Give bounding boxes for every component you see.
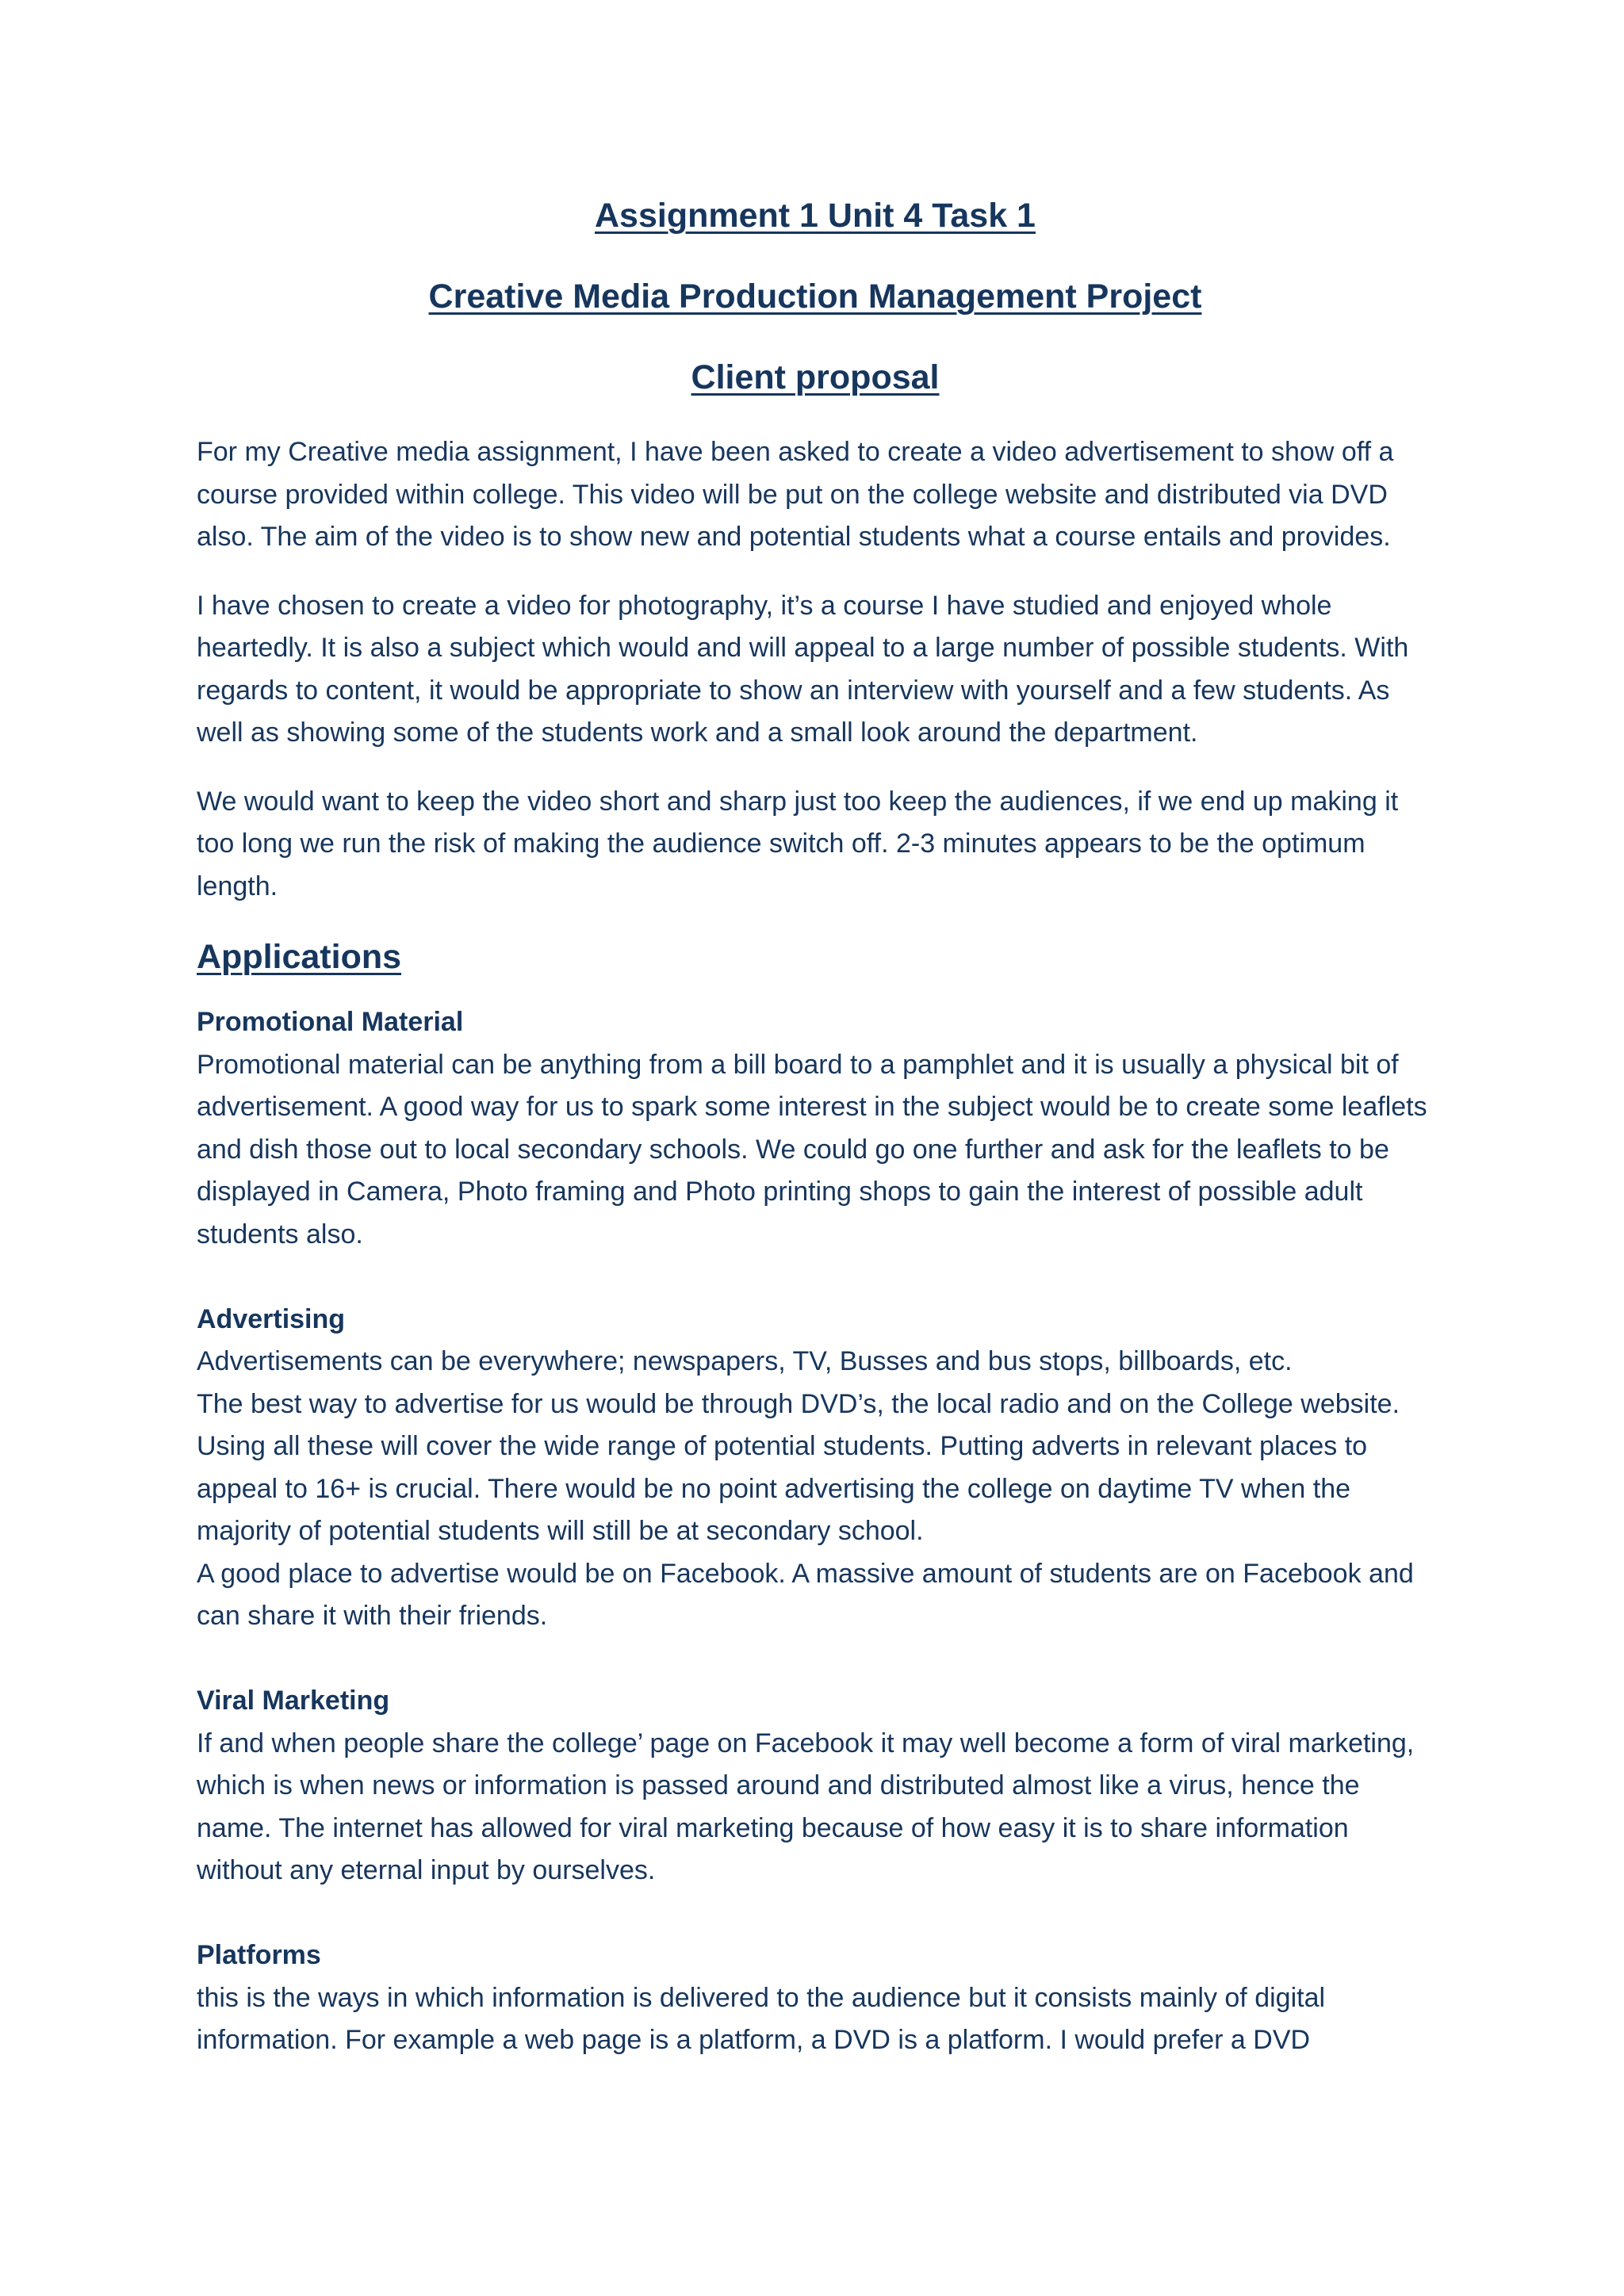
section-body <box>197 1723 1434 1892</box>
assignment-title: Assignment 1 Unit 4 Task 1 <box>595 197 1036 235</box>
intro-paragraph: I have chosen to create a video for photography, it’s a course I have studied and enjoyed whole heartedly. It is also a subject which would and will appeal to a large number of possible students. With regards to content, it would be appropriate to show an interview with yourself and a few students. As well as showing some of the students work and a small look around the department. <box>197 590 1409 748</box>
section-heading: Promotional Material <box>197 1007 464 1037</box>
section-heading: Advertising <box>197 1303 346 1334</box>
section-text: The best way to advertise for us would be through DVD’s, the local radio and on the College website. Using all these will cover the wide range of potential students. Putting adverts in relevant places to appeal to 16+ is crucial. There would be no point advertising the college on daytime TV when the majority of potential students will still be at secondary school. <box>197 1388 1400 1546</box>
section-advertising <box>197 1299 1434 1638</box>
document-content <box>197 190 1434 2062</box>
title-block <box>197 190 1434 403</box>
section-body <box>197 1977 1434 2062</box>
project-title: Creative Media Production Management Project <box>428 277 1202 316</box>
section-body <box>197 1044 1434 1257</box>
section-body <box>197 1341 1434 1638</box>
section-heading: Platforms <box>197 1940 321 1970</box>
applications-heading: Applications <box>197 938 402 976</box>
section-promotional-material <box>197 1001 1434 1256</box>
section-text: If and when people share the college’ page on Facebook it may well become a form of viral marketing, which is when news or information is passed around and distributed almost like a virus, hence the name. The internet has allowed for viral marketing because of how easy it is to share information without any eternal input by ourselves. <box>197 1728 1415 1885</box>
section-text: Promotional material can be anything from a bill board to a pamphlet and it is usually a physical bit of advertisement. A good way for us to spark some interest in the subject would be to create some leaflets and dish those out to local secondary schools. We could go one further and ask for the leaflets to be displayed in Camera, Photo framing and Photo printing shops to gain the interest of possible adult students also. <box>197 1049 1427 1249</box>
section-text: A good place to advertise would be on Facebook. A massive amount of students are on Facebook and can share it with their friends. <box>197 1558 1414 1631</box>
section-viral-marketing <box>197 1680 1434 1892</box>
section-text: this is the ways in which information is delivered to the audience but it consists mainly of digital information. For example a web page is a platform, a DVD is a platform. I would prefer a DVD <box>197 1982 1326 2055</box>
intro-paragraph: We would want to keep the video short and sharp just too keep the audiences, if we end up making it too long we run the risk of making the audience switch off. 2-3 minutes appears to be the optimum length. <box>197 786 1399 901</box>
section-platforms <box>197 1934 1434 2062</box>
proposal-title: Client proposal <box>691 358 940 396</box>
intro-paragraph: For my Creative media assignment, I have been asked to create a video advertisement to show off a course provided within college. This video will be put on the college website and distributed via DVD also. The aim of the video is to show new and potential students what a course entails and provides. <box>197 437 1394 552</box>
section-text: Advertisements can be everywhere; newspapers, TV, Busses and bus stops, billboards, etc. <box>197 1346 1293 1376</box>
section-heading: Viral Marketing <box>197 1686 390 1716</box>
